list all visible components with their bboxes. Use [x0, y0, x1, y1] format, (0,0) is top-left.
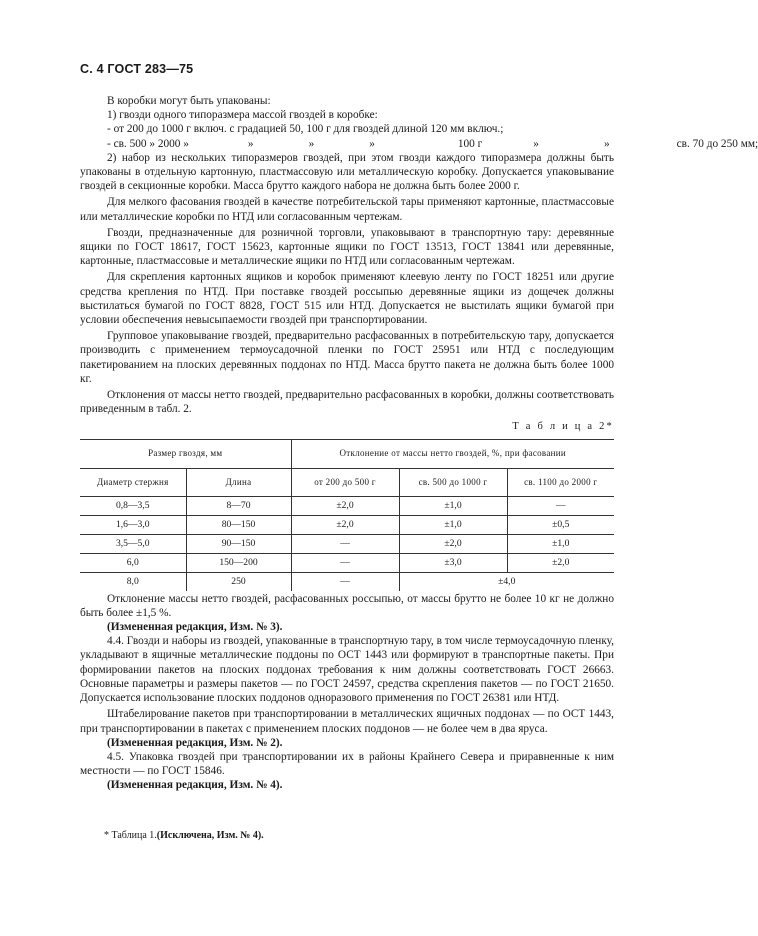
list-part: - св. 500 » 2000 »	[107, 137, 189, 150]
table-cell: ±1,0	[399, 496, 507, 515]
table-cell: ±1,0	[507, 534, 614, 553]
table-cell: —	[507, 496, 614, 515]
paragraph: Групповое упаковывание гвоздей, предварительно расфасованных в потребительскую тару, допускается производить с применением термоусадочной пленки по ГОСТ 25951 или НТД с последующим пакетированием на плоских деревянных поддонах по НТД. Масса брутто пакета не должна быть более 1000 кг.	[80, 330, 614, 385]
paragraph: В коробки могут быть упакованы:	[107, 95, 271, 107]
table-group-header: Отклонение от массы нетто гвоздей, %, при фасовании	[291, 439, 614, 468]
table-cell: 6,0	[80, 553, 186, 572]
list-item: 1) гвозди одного типоразмера массой гвоздей в коробке:	[107, 109, 378, 122]
table-cell: ±2,0	[399, 534, 507, 553]
table-cell: —	[291, 534, 399, 553]
table-cell: —	[291, 553, 399, 572]
ditto-mark: »	[603, 137, 610, 150]
paragraph: Отклонение массы нетто гвоздей, расфасованных россыпью, от массы брутто не более 10 кг не должно быть более ±1,5 %.	[80, 592, 614, 619]
table-cell: ±3,0	[399, 553, 507, 572]
amendment-note: (Измененная редакция, Изм. № 3).	[107, 621, 283, 634]
paragraph: Гвозди, предназначенные для розничной торговли, упаковывают в транспортную тару: деревянные ящики по ГОСТ 18617, ГОСТ 15623, картонные ящики по ГОСТ 13513, ГОСТ 13841 или деревянные, картонные, пластмассовые и металлические ящики по НТД или согласованным чертежам.	[80, 226, 614, 268]
list-item: - от 200 до 1000 г включ. с градацией 50, 100 г для гвоздей длиной 120 мм включ.;	[107, 123, 504, 136]
table-cell: 1,6—3,0	[80, 515, 186, 534]
paragraph: Для мелкого фасования гвоздей в качестве потребительской тары применяют картонные, пластмассовые или металлические коробки по НТД или согласованным чертежам.	[80, 196, 614, 223]
list-item	[80, 137, 758, 151]
table-cell: 250	[186, 572, 291, 591]
table-row	[80, 515, 614, 534]
table-cell: 90—150	[186, 534, 291, 553]
amendment-note: (Измененная редакция, Изм. № 2).	[107, 736, 283, 749]
table-column-header: св. 500 до 1000 г	[399, 468, 507, 496]
amendment-note: (Измененная редакция, Изм. № 4).	[107, 779, 283, 792]
table-row	[80, 534, 614, 553]
table-column-header: св. 1100 до 2000 г	[507, 468, 614, 496]
footnote-text: * Таблица 1.	[104, 830, 157, 841]
table-cell: ±4,0	[399, 572, 614, 591]
table-cell: —	[291, 572, 399, 591]
paragraph: Отклонения от массы нетто гвоздей, предварительно расфасованных в коробки, должны соответствовать приведенным в табл. 2.	[80, 389, 614, 416]
table-cell: ±2,0	[291, 515, 399, 534]
table-row	[80, 553, 614, 572]
table-column-header: от 200 до 500 г	[291, 468, 399, 496]
paragraph: Для скрепления картонных ящиков и коробок применяют клеевую ленту по ГОСТ 18251 или другие средства крепления по НТД. При поставке гвоздей россыпью деревянные ящики из дощечек должны выстилаться бумагой по ГОСТ 8828, ГОСТ 515 или НТД. Допускается не выстилать ящики бумагой при условии обеспечения невысыпаемости гвоздей при транспортировании.	[80, 271, 614, 327]
table-group-header: Размер гвоздя, мм	[80, 439, 291, 468]
table-cell: 150—200	[186, 553, 291, 572]
deviation-table	[80, 439, 614, 591]
paragraph: 4.5. Упаковка гвоздей при транспортировании их в районы Крайнего Севера и приравненные к ним местности — по ГОСТ 15846.	[80, 750, 614, 778]
list-part: 100 г	[457, 137, 483, 150]
table-caption: Т а б л и ц а 2*	[512, 421, 614, 433]
list-part: св. 70 до 250 мм;	[676, 137, 758, 150]
table-cell: 80—150	[186, 515, 291, 534]
footnote	[104, 830, 264, 841]
ditto-mark: »	[533, 137, 539, 150]
table-cell: ±2,0	[291, 496, 399, 515]
ditto-mark: »	[308, 137, 315, 150]
paragraph: Штабелирование пакетов при транспортировании в металлических ящичных поддонах — по ОСТ 1443, при транспортировании в пакетах с применением плоских поддонов — не более чем в два яруса.	[80, 708, 614, 735]
table-cell: 8—70	[186, 496, 291, 515]
body-text	[80, 94, 758, 793]
table-column-header: Диаметр стержня	[80, 468, 186, 496]
table-column-header: Длина	[186, 468, 291, 496]
table-cell: 8,0	[126, 576, 139, 588]
ditto-mark: »	[369, 137, 375, 150]
table-cell: ±2,0	[507, 553, 614, 572]
table-cell: 3,5—5,0	[80, 534, 186, 553]
table-row	[80, 572, 614, 591]
table-cell: 0,8—3,5	[80, 496, 186, 515]
footnote-amendment: (Исключена, Изм. № 4).	[156, 830, 264, 841]
list-item: 2) набор из нескольких типоразмеров гвоздей, при этом гвозди каждого типоразмера должны быть упакованы в отдельную картонную, пластмассовую или металлическую коробку. Допускается упаковывание гвоздей в секционные коробки. Масса брутто каждого набора не должна быть более 2000 г.	[80, 151, 614, 193]
ditto-mark: »	[247, 137, 254, 150]
page-header: С. 4 ГОСТ 283—75	[80, 62, 194, 76]
table-cell: ±0,5	[507, 515, 614, 534]
table-row	[80, 496, 614, 515]
paragraph: 4.4. Гвозди и наборы из гвоздей, упакованные в транспортную тару, в том числе термоусадочную пленку, укладывают в ящичные металлические поддоны по ОСТ 1443 или формируют в транспортные пакеты. При формировании пакетов на плоских поддонах требования к ним должны соответствовать ГОСТ 26663. Основные параметры и размеры пакетов — по ГОСТ 24597, средства скрепления пакетов — по ГОСТ 21650. Допускается использование плоских поддонов одноразового применения по ГОСТ 26381 или НТД.	[80, 635, 614, 705]
table-cell: ±1,0	[399, 515, 507, 534]
